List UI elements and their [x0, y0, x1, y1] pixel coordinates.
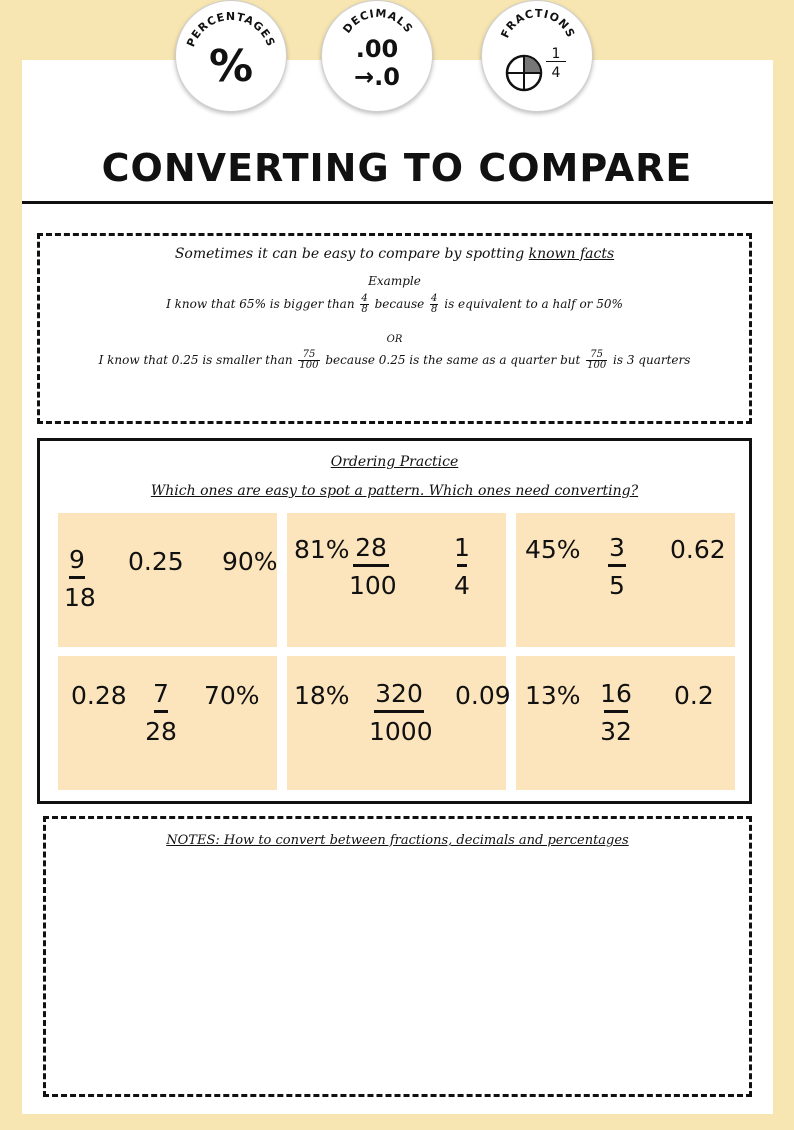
fraction-75-hundredths: $\frac{75}{100}$ — [587, 349, 607, 371]
fraction-four-eighths: $\frac{4}{8}$ — [361, 293, 368, 315]
practice-set-1 — [58, 513, 277, 647]
fraction-value: 16 32 — [600, 679, 632, 746]
pie-quarter-icon — [504, 53, 544, 93]
decimal-value: 0.2 — [674, 681, 714, 710]
notes-box[interactable] — [43, 816, 752, 1097]
decimal-value: 0.62 — [670, 535, 726, 564]
practice-question: Which ones are easy to spot a pattern. Which ones need converting? — [150, 483, 639, 499]
practice-heading: Ordering Practice — [330, 454, 459, 470]
ordering-practice-box — [37, 438, 752, 804]
decimal-top-icon: .00 — [355, 35, 399, 63]
decimal-value: 0.25 — [128, 547, 184, 576]
fact-line-1: I know that 65% is bigger than $\frac{4}{8}$ because $\frac{4}{8}$ is equivalent to a half or 50% — [166, 293, 623, 315]
percent-value: 70% — [204, 681, 260, 710]
practice-set-4 — [58, 656, 277, 790]
svg-text:PERCENTAGES: PERCENTAGES — [184, 10, 278, 49]
fraction-value: 3 5 — [609, 533, 625, 600]
fraction-value: 1 4 — [454, 533, 470, 600]
decimals-badge — [321, 0, 433, 112]
quarter-fraction-icon: 1 4 — [546, 47, 566, 80]
decimal-arrow-icon: →.0 — [354, 63, 400, 91]
percent-value: 13% — [525, 681, 581, 710]
svg-text:FRACTIONS: FRACTIONS — [498, 6, 578, 41]
percent-value: 45% — [525, 535, 581, 564]
known-facts-box — [37, 233, 752, 424]
fraction-value: 9 18 — [64, 545, 96, 612]
svg-text:DECIMALS: DECIMALS — [340, 6, 416, 36]
fraction-value: 28 100 — [349, 533, 397, 600]
known-facts-term: known facts — [528, 246, 615, 262]
practice-set-5 — [287, 656, 511, 790]
practice-set-3 — [516, 513, 735, 647]
page-title: CONVERTING TO COMPARE — [101, 146, 693, 190]
percent-symbol-icon: % — [208, 41, 254, 92]
fraction-75-hundredths: $\frac{75}{100}$ — [299, 349, 319, 371]
fraction-value: 320 1000 — [369, 679, 433, 746]
practice-set-6 — [516, 656, 735, 790]
practice-set-2 — [287, 513, 506, 647]
or-label: OR — [386, 334, 403, 345]
percentages-badge — [175, 0, 287, 112]
fractions-badge — [481, 0, 593, 112]
percent-value: 90% — [222, 547, 278, 576]
fraction-value: 7 28 — [145, 679, 177, 746]
example-label: Example — [368, 274, 421, 288]
percent-value: 18% — [294, 681, 350, 710]
fraction-four-eighths: $\frac{4}{8}$ — [431, 293, 438, 315]
fact-line-2: I know that 0.25 is smaller than $\frac{75}{100}$ because 0.25 is the same as a quarter but $\frac{75}{100}$ is 3 quarters — [98, 349, 691, 371]
title-divider — [22, 201, 773, 204]
notes-heading: NOTES: How to convert between fractions, decimals and percentages — [166, 833, 629, 848]
decimal-value: 0.28 — [71, 681, 127, 710]
facts-intro: Sometimes it can be easy to compare by spotting known facts — [174, 246, 615, 262]
decimal-value: 0.09 — [455, 681, 511, 710]
percent-value: 81% — [294, 535, 350, 564]
